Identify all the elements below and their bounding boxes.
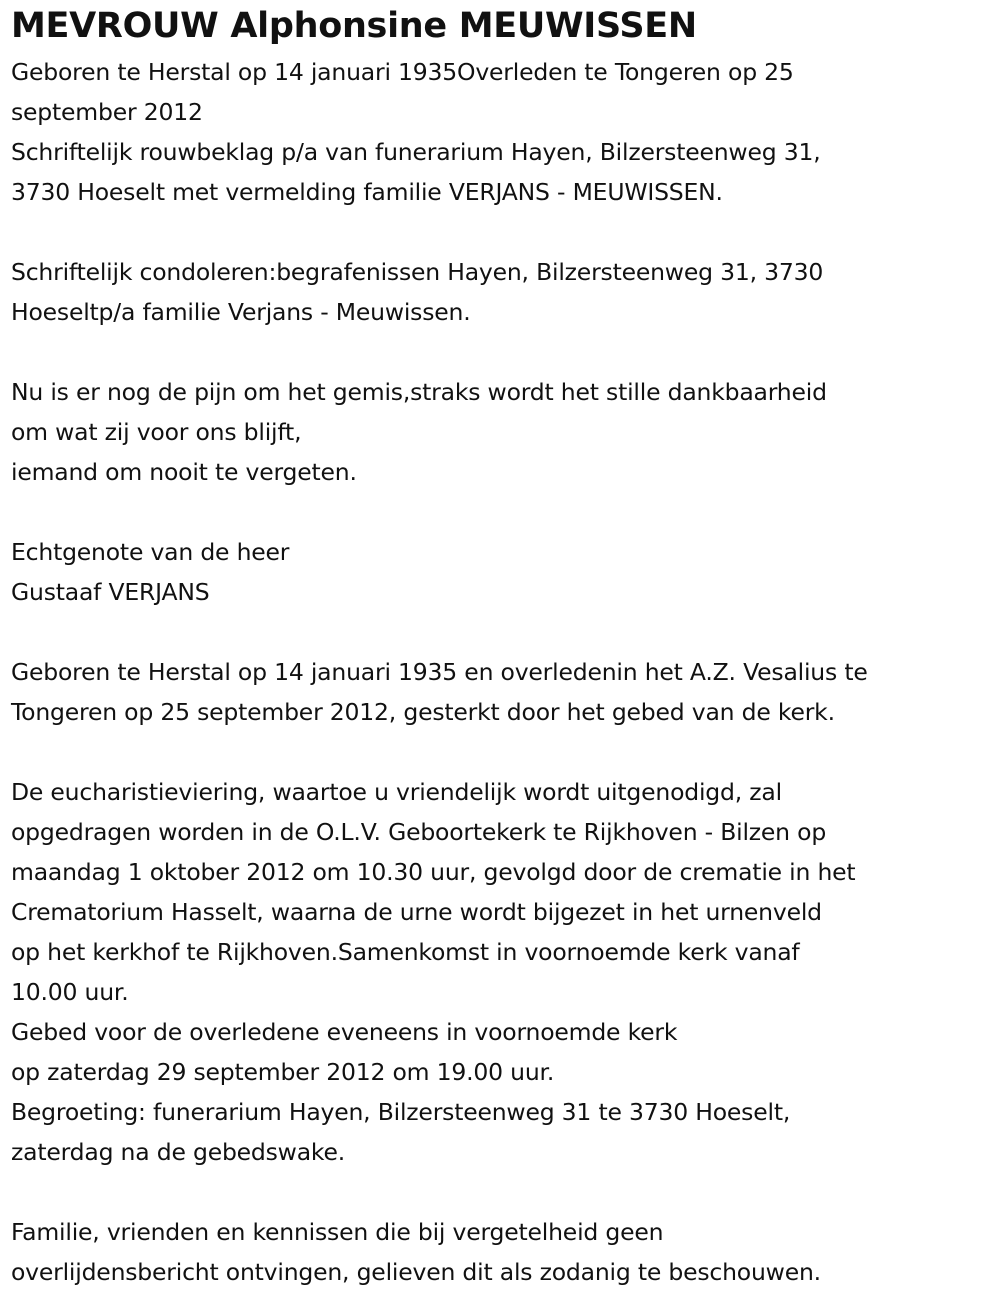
text-line: De eucharistieviering, waartoe u vriendelijk wordt uitgenodigd, zal: [11, 778, 782, 806]
blank-line: [11, 732, 989, 772]
text-line: opgedragen worden in de O.L.V. Geboortekerk te Rijkhoven - Bilzen op: [11, 818, 827, 846]
text-line: 3730 Hoeselt met vermelding familie VERJANS - MEUWISSEN.: [11, 178, 723, 206]
text-line: Familie, vrienden en kennissen die bij vergetelheid geen: [11, 1218, 664, 1246]
blank-line: [11, 492, 989, 532]
text-line: zaterdag na de gebedswake.: [11, 1138, 346, 1166]
text-line: Geboren te Herstal op 14 januari 1935 en overledenin het A.Z. Vesalius te: [11, 658, 868, 686]
obituary-title: MEVROUW Alphonsine MEUWISSEN: [11, 6, 697, 46]
text-line: om wat zij voor ons blijft,: [11, 418, 302, 446]
text-line: maandag 1 oktober 2012 om 10.30 uur, gevolgd door de crematie in het: [11, 858, 856, 886]
text-line: op het kerkhof te Rijkhoven.Samenkomst in voornoemde kerk vanaf: [11, 938, 800, 966]
text-line: overlijdensbericht ontvingen, gelieven dit als zodanig te beschouwen.: [11, 1258, 821, 1286]
text-line: Schriftelijk rouwbeklag p/a van funerarium Hayen, Bilzersteenweg 31,: [11, 138, 821, 166]
blank-line: [11, 332, 989, 372]
text-line: Schriftelijk condoleren:begrafenissen Hayen, Bilzersteenweg 31, 3730: [11, 258, 824, 286]
text-line: Gustaaf VERJANS: [11, 578, 210, 606]
blank-line: [11, 612, 989, 652]
text-line: Begroeting: funerarium Hayen, Bilzersteenweg 31 te 3730 Hoeselt,: [11, 1098, 791, 1126]
blank-line: [11, 212, 989, 252]
obituary-body: [11, 52, 989, 1292]
text-line: Tongeren op 25 september 2012, gesterkt door het gebed van de kerk.: [11, 698, 835, 726]
text-line: 10.00 uur.: [11, 978, 129, 1006]
text-line: iemand om nooit te vergeten.: [11, 458, 357, 486]
blank-line: [11, 1172, 989, 1212]
text-line: Geboren te Herstal op 14 januari 1935Overleden te Tongeren op 25: [11, 58, 794, 86]
text-line: Echtgenote van de heer: [11, 538, 290, 566]
text-line: Hoeseltp/a familie Verjans - Meuwissen.: [11, 298, 471, 326]
text-line: op zaterdag 29 september 2012 om 19.00 uur.: [11, 1058, 555, 1086]
text-line: Gebed voor de overledene eveneens in voornoemde kerk: [11, 1018, 678, 1046]
text-line: september 2012: [11, 98, 203, 126]
text-line: Crematorium Hasselt, waarna de urne wordt bijgezet in het urnenveld: [11, 898, 822, 926]
text-line: Nu is er nog de pijn om het gemis,straks wordt het stille dankbaarheid: [11, 378, 827, 406]
